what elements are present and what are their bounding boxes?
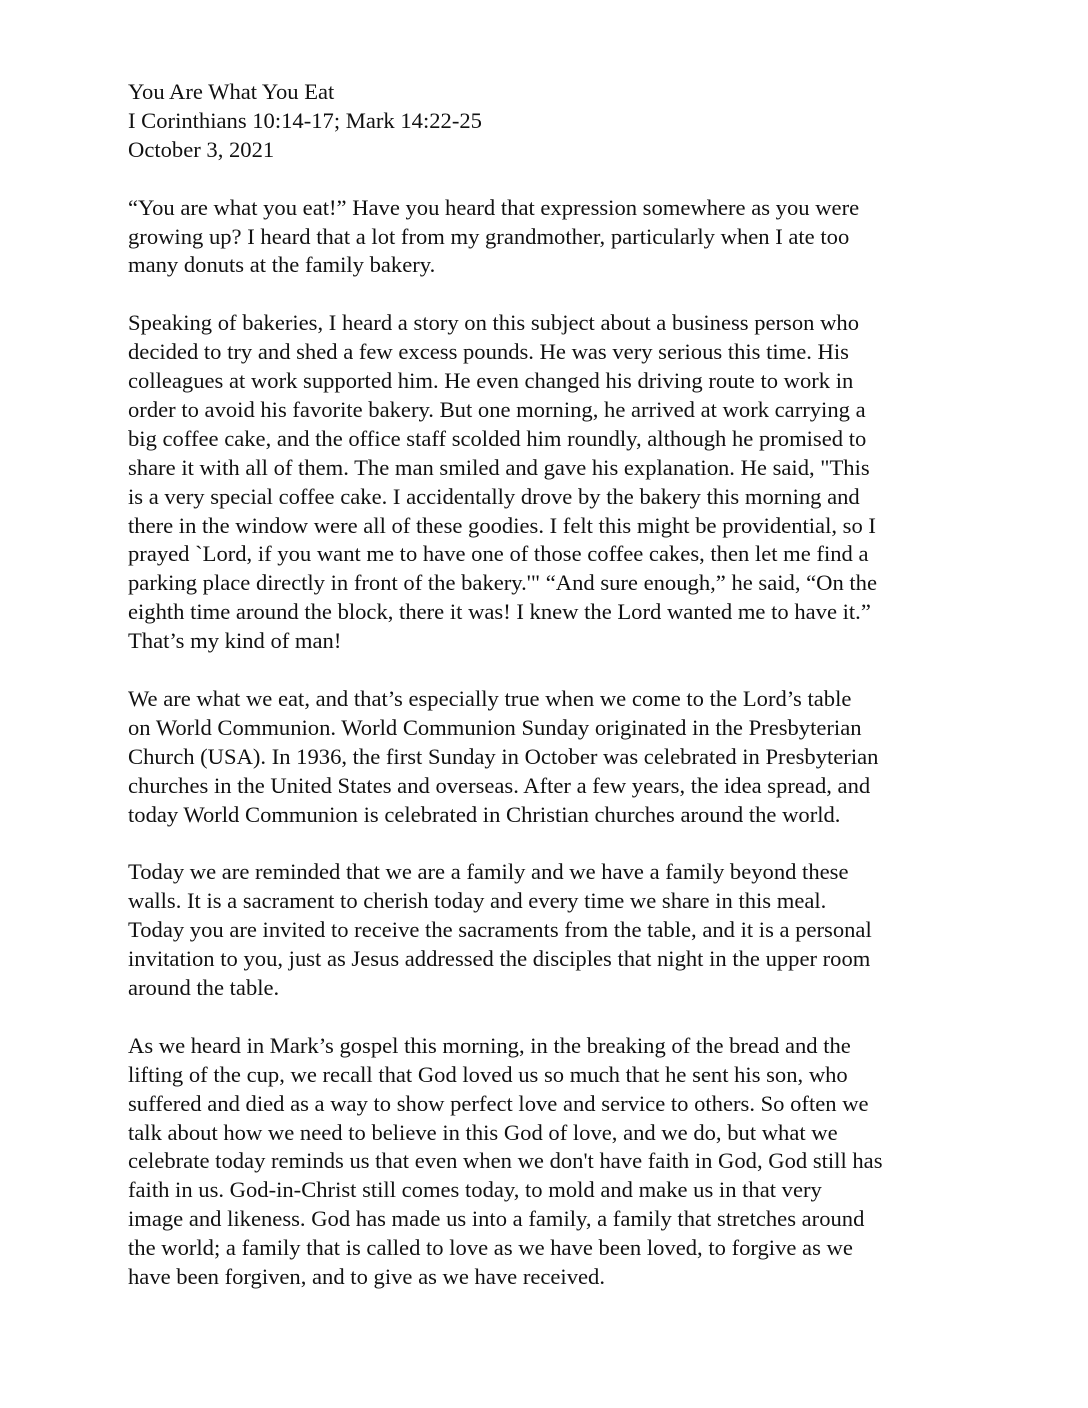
text-line: invitation to you, just as Jesus addressed the disciples that night in the upper room <box>128 946 871 972</box>
text-line: As we heard in Mark’s gospel this morning, in the breaking of the bread and the <box>128 1032 851 1058</box>
text-line: talk about how we need to believe in this God of love, and we do, but what we <box>128 1119 838 1145</box>
paragraph-5 <box>128 1032 968 1292</box>
text-line: image and likeness. God has made us into a family, a family that stretches around <box>128 1206 865 1232</box>
text-line: walls. It is a sacrament to cherish today and every time we share in this meal. <box>128 888 827 914</box>
text-line: share it with all of them. The man smiled and gave his explanation. He said, "This <box>128 454 870 480</box>
text-line: have been forgiven, and to give as we have received. <box>128 1264 605 1290</box>
text-line: We are what we eat, and that’s especially true when we come to the Lord’s table <box>128 685 852 711</box>
text-line: there in the window were all of these goodies. I felt this might be providential, so I <box>128 512 876 538</box>
text-line: Speaking of bakeries, I heard a story on this subject about a business person who <box>128 310 859 336</box>
text-line: on World Communion. World Communion Sunday originated in the Presbyterian <box>128 714 862 740</box>
document-body <box>128 194 968 1292</box>
paragraph-4 <box>128 858 968 1003</box>
text-line: big coffee cake, and the office staff scolded him roundly, although he promised to <box>128 425 867 451</box>
scripture-reference: I Corinthians 10:14-17; Mark 14:22-25 <box>128 107 482 133</box>
sermon-date: October 3, 2021 <box>128 136 275 162</box>
text-line: is a very special coffee cake. I accidentally drove by the bakery this morning and <box>128 483 860 509</box>
text-line: eighth time around the block, there it was! I knew the Lord wanted me to have it.” <box>128 599 871 625</box>
text-line: order to avoid his favorite bakery. But one morning, he arrived at work carrying a <box>128 396 866 422</box>
text-line: growing up? I heard that a lot from my grandmother, particularly when I ate too <box>128 223 850 249</box>
sermon-title: You Are What You Eat <box>128 79 335 104</box>
text-line: the world; a family that is called to love as we have been loved, to forgive as we <box>128 1235 853 1261</box>
text-line: celebrate today reminds us that even when we don't have faith in God, God still has <box>128 1148 883 1174</box>
text-line: Today we are reminded that we are a family and we have a family beyond these <box>128 859 849 885</box>
text-line: lifting of the cup, we recall that God loved us so much that he sent his son, who <box>128 1061 848 1087</box>
text-line: Today you are invited to receive the sacraments from the table, and it is a personal <box>128 917 872 943</box>
text-line: faith in us. God-in-Christ still comes today, to mold and make us in that very <box>128 1177 822 1203</box>
text-line: suffered and died as a way to show perfect love and service to others. So often we <box>128 1090 869 1116</box>
paragraph-3 <box>128 685 968 830</box>
document-page <box>128 78 968 1292</box>
text-line: around the table. <box>128 975 280 1001</box>
text-line: today World Communion is celebrated in Christian churches around the world. <box>128 801 841 827</box>
text-line: decided to try and shed a few excess pounds. He was very serious this time. His <box>128 339 849 365</box>
document-header <box>128 78 968 165</box>
text-line: many donuts at the family bakery. <box>128 252 436 278</box>
paragraph-1 <box>128 194 968 281</box>
text-line: churches in the United States and overseas. After a few years, the idea spread, and <box>128 772 871 798</box>
text-line: “You are what you eat!” Have you heard that expression somewhere as you were <box>128 194 860 220</box>
text-line: colleagues at work supported him. He even changed his driving route to work in <box>128 368 854 394</box>
text-line: prayed `Lord, if you want me to have one of those coffee cakes, then let me find a <box>128 541 869 567</box>
text-line: Church (USA). In 1936, the first Sunday in October was celebrated in Presbyterian <box>128 743 879 769</box>
paragraph-2 <box>128 309 968 656</box>
text-line: parking place directly in front of the bakery.'" “And sure enough,” he said, “On the <box>128 570 878 596</box>
text-line: That’s my kind of man! <box>128 628 342 654</box>
